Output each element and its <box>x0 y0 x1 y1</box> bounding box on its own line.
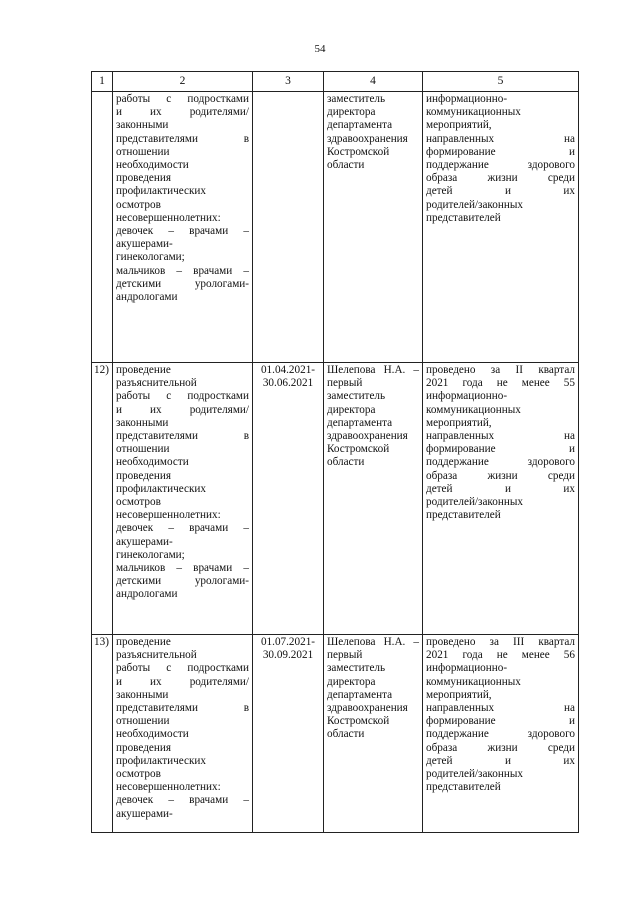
result-cell <box>423 92 579 363</box>
cell-line: представителями в <box>116 430 249 443</box>
cell-line: информационно- <box>426 390 508 403</box>
cell-line: законными <box>116 688 169 701</box>
cell-line: формирование и <box>426 443 575 456</box>
cell-line: формирование и <box>426 145 575 158</box>
cell-line: первый <box>327 649 363 662</box>
cell-line: родителей/законных <box>426 496 523 509</box>
table-header-row <box>92 72 579 92</box>
cell-line: профилактических <box>116 754 206 767</box>
cell-line: осмотров <box>116 198 161 211</box>
cell-line: департамента <box>327 119 393 132</box>
cell-line: несовершеннолетних: <box>116 509 221 522</box>
cell-line: представителями в <box>116 132 249 145</box>
event-cell <box>113 363 253 635</box>
cell-line: Костромской <box>327 715 390 728</box>
cell-line: директора <box>327 106 376 119</box>
cell-line: разъяснительной <box>116 649 197 662</box>
cell-line: мальчиков – врачами – <box>116 562 249 575</box>
cell-line: проведение <box>116 364 171 376</box>
cell-line: законными <box>116 119 169 132</box>
cell-line: акушерами- <box>116 807 173 820</box>
cell-line: осмотров <box>116 496 161 509</box>
cell-line: проведено за III квартал <box>426 636 575 648</box>
cell-line: первый <box>327 377 363 390</box>
cell-line: коммуникационных <box>426 106 521 119</box>
cell-line: отношении <box>116 145 170 158</box>
cell-line: мероприятий, <box>426 119 492 132</box>
header-cell-2: 2 <box>113 72 253 92</box>
cell-line: андрологами <box>116 291 178 304</box>
cell-line: директора <box>327 403 376 416</box>
cell-line: детскими урологами- <box>116 575 249 588</box>
period-cell <box>253 363 324 635</box>
cell-line: гинекологами; <box>116 251 185 264</box>
cell-line: проведения <box>116 741 171 754</box>
cell-line: 30.09.2021 <box>262 649 314 662</box>
cell-line: 01.04.2021- <box>260 364 316 376</box>
cell-line: необходимости <box>116 728 189 741</box>
cell-line: акушерами- <box>116 238 173 251</box>
cell-line: мероприятий, <box>426 416 492 429</box>
cell-line: представителей <box>426 509 501 522</box>
cell-line: и их родителями/ <box>116 106 249 119</box>
cell-line: здравоохранения <box>327 430 408 443</box>
plan-table <box>91 71 579 833</box>
header-cell-4: 4 <box>324 72 423 92</box>
cell-line: поддержание здорового <box>426 456 575 469</box>
cell-line: формирование и <box>426 715 575 728</box>
cell-line: департамента <box>327 416 393 429</box>
cell-line: андрологами <box>116 588 178 601</box>
cell-line: родителей/законных <box>426 768 523 781</box>
table-row <box>92 92 579 363</box>
cell-line: заместитель <box>327 390 386 403</box>
table-row <box>92 363 579 635</box>
cell-line: и их родителями/ <box>116 675 249 688</box>
table-row <box>92 635 579 833</box>
cell-line: отношении <box>116 715 170 728</box>
cell-line: и их родителями/ <box>116 403 249 416</box>
cell-line: необходимости <box>116 159 189 172</box>
period-cell <box>253 92 324 363</box>
cell-line: поддержание здорового <box>426 159 575 172</box>
header-cell-5: 5 <box>423 72 579 92</box>
event-cell <box>113 635 253 833</box>
cell-line: работы с подростками <box>116 662 249 675</box>
cell-line: департамента <box>327 688 393 701</box>
cell-line: направленных на <box>426 430 575 443</box>
cell-line: области <box>327 159 365 172</box>
cell-line: здравоохранения <box>327 702 408 715</box>
cell-line: Костромской <box>327 145 390 158</box>
cell-line: родителей/законных <box>426 198 523 211</box>
cell-line: области <box>327 456 365 469</box>
header-cell-3: 3 <box>253 72 324 92</box>
cell-line: Шелепова Н.А. – <box>327 364 419 376</box>
cell-line: детей и их <box>426 185 575 198</box>
cell-line: работы с подростками <box>116 93 249 105</box>
cell-line: 2021 года не менее 56 <box>426 649 575 662</box>
cell-line: образа жизни среди <box>426 741 575 754</box>
cell-line: работы с подростками <box>116 390 249 403</box>
cell-line: 30.06.2021 <box>262 377 314 390</box>
cell-line: разъяснительной <box>116 377 197 390</box>
result-cell <box>423 635 579 833</box>
cell-line: девочек – врачами – <box>116 794 249 807</box>
cell-line: представителями в <box>116 702 249 715</box>
row-number <box>92 92 113 363</box>
period-cell <box>253 635 324 833</box>
cell-line: гинекологами; <box>116 548 185 561</box>
cell-line: информационно- <box>426 662 508 675</box>
cell-line: здравоохранения <box>327 132 408 145</box>
cell-line: директора <box>327 675 376 688</box>
cell-line: области <box>327 728 365 741</box>
cell-line: заместитель <box>327 662 386 675</box>
cell-line: детей и их <box>426 754 575 767</box>
event-cell <box>113 92 253 363</box>
cell-line: образа жизни среди <box>426 172 575 185</box>
cell-line: направленных на <box>426 132 575 145</box>
cell-line: законными <box>116 416 169 429</box>
cell-line: девочек – врачами – <box>116 225 249 238</box>
cell-line: проведено за II квартал <box>426 364 575 376</box>
responsible-cell <box>324 635 423 833</box>
header-cell-1: 1 <box>92 72 113 92</box>
cell-line: осмотров <box>116 768 161 781</box>
page-number: 54 <box>314 43 326 55</box>
row-number: 12) <box>92 363 113 635</box>
row-number: 13) <box>92 635 113 833</box>
cell-line: проведение <box>116 636 171 648</box>
responsible-cell <box>324 363 423 635</box>
cell-line: Костромской <box>327 443 390 456</box>
cell-line: несовершеннолетних: <box>116 211 221 224</box>
cell-line: мероприятий, <box>426 688 492 701</box>
cell-line: акушерами- <box>116 535 173 548</box>
cell-line: направленных на <box>426 702 575 715</box>
cell-line: информационно- <box>426 93 508 105</box>
cell-line: коммуникационных <box>426 403 521 416</box>
cell-line: мальчиков – врачами – <box>116 264 249 277</box>
cell-line: поддержание здорового <box>426 728 575 741</box>
cell-line: проведения <box>116 172 171 185</box>
cell-line: необходимости <box>116 456 189 469</box>
cell-line: представителей <box>426 781 501 794</box>
cell-line: Шелепова Н.А. – <box>327 636 419 648</box>
cell-line: проведения <box>116 469 171 482</box>
responsible-cell <box>324 92 423 363</box>
cell-line: 01.07.2021- <box>260 636 316 648</box>
cell-line: профилактических <box>116 185 206 198</box>
cell-line: отношении <box>116 443 170 456</box>
result-cell <box>423 363 579 635</box>
cell-line: 2021 года не менее 55 <box>426 377 575 390</box>
cell-line: девочек – врачами – <box>116 522 249 535</box>
cell-line: заместитель <box>327 93 386 105</box>
cell-line: коммуникационных <box>426 675 521 688</box>
cell-line: несовершеннолетних: <box>116 781 221 794</box>
cell-line: детей и их <box>426 482 575 495</box>
cell-line: представителей <box>426 211 501 224</box>
cell-line: детскими урологами- <box>116 277 249 290</box>
cell-line: профилактических <box>116 482 206 495</box>
cell-line: образа жизни среди <box>426 469 575 482</box>
